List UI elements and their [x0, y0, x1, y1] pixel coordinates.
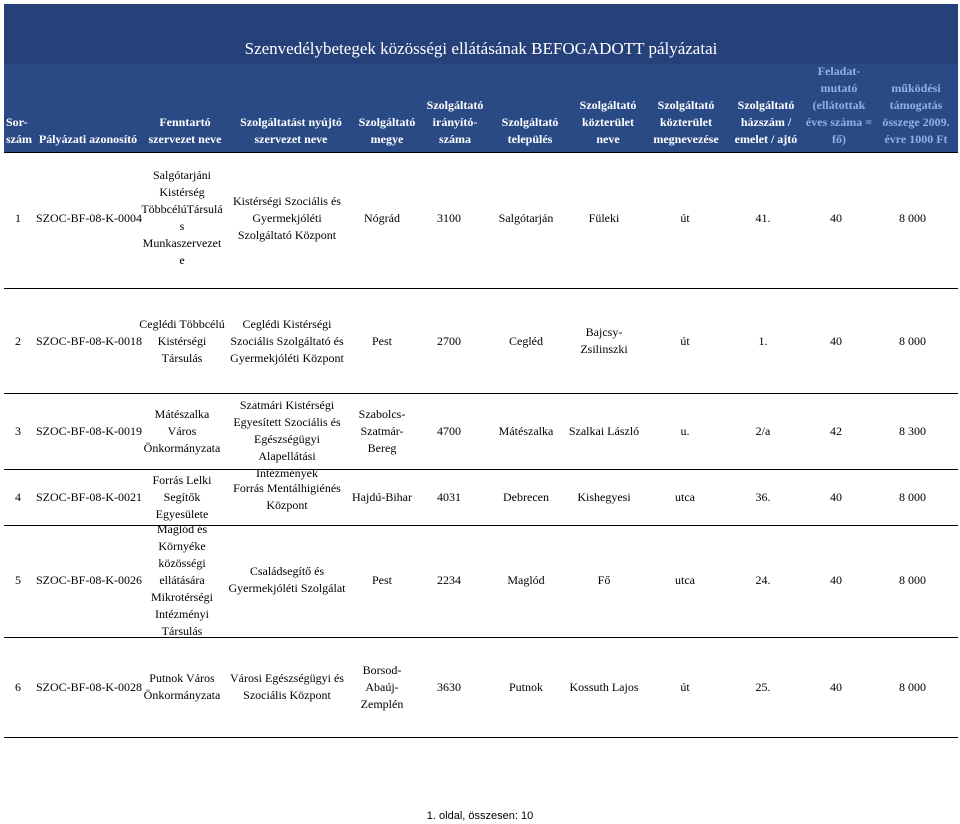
- cell-line: Környéke: [158, 539, 206, 553]
- cell-osszeg: [868, 423, 926, 440]
- col-sorszam-line: szám: [6, 132, 32, 146]
- cell-feladat: [800, 572, 872, 589]
- cell-line: 40: [830, 490, 842, 504]
- row-divider: [4, 393, 958, 394]
- cell-line: Pest: [371, 573, 392, 587]
- cell-line: s: [179, 219, 185, 233]
- row-divider: [4, 737, 958, 738]
- cell-line: 3100: [437, 211, 461, 225]
- cell-hazszam: [724, 333, 802, 350]
- cell-line: Pest: [371, 334, 392, 348]
- cell-line: Ceglédi Többcélú: [139, 317, 225, 331]
- cell-feladat: [800, 489, 872, 506]
- cell-line: Forrás Mentálhigiénés: [233, 481, 341, 495]
- col-feladatmutato-line: mutató: [820, 81, 858, 95]
- page-title: Szenvedélybetegek közösségi ellátásának BEFOGADOTT pályázatai: [244, 39, 718, 58]
- cell-line: Mikrotérségi: [151, 590, 213, 604]
- cell-sorszam: [4, 572, 32, 589]
- col-azonosito: [36, 131, 140, 148]
- cell-line: Gyermekjóléti Szolgálat: [228, 581, 346, 595]
- cell-megnevezes: [640, 679, 730, 696]
- cell-azonosito: [36, 572, 142, 589]
- col-fenntarto-line: szervezet neve: [148, 132, 222, 146]
- cell-azonosito: [36, 333, 142, 350]
- col-hazszam: [728, 97, 804, 148]
- cell-megnevezes: [640, 210, 730, 227]
- cell-nyujto: [226, 193, 348, 244]
- cell-sorszam: [4, 210, 32, 227]
- cell-kozterulet: [568, 572, 640, 589]
- col-telepules-line: település: [507, 132, 553, 146]
- cell-irsz: [418, 423, 480, 440]
- cell-line: Mátészalka: [154, 407, 210, 421]
- cell-megye: [346, 333, 418, 350]
- cell-hazszam: [724, 679, 802, 696]
- col-kozterulet-megnevezese-line: megnevezése: [653, 132, 719, 146]
- cell-line: Szatmár-: [360, 424, 404, 438]
- cell-line: Gyermekjóléti: [252, 211, 322, 225]
- cell-megye: [346, 572, 418, 589]
- cell-hazszam: [724, 210, 802, 227]
- col-tamogatas-line: évre 1000 Ft: [884, 132, 948, 146]
- cell-irsz: [418, 210, 480, 227]
- cell-line: u.: [680, 424, 690, 438]
- col-feladatmutato: [804, 63, 874, 148]
- cell-line: SZOC-BF-08-K-0018: [36, 334, 143, 348]
- cell-line: SZOC-BF-08-K-0019: [36, 424, 143, 438]
- cell-sorszam: [4, 333, 32, 350]
- cell-line: 5: [15, 573, 21, 587]
- cell-azonosito: [36, 489, 142, 506]
- col-sorszam-line: Sor-: [6, 115, 28, 129]
- cell-line: SZOC-BF-08-K-0004: [36, 211, 143, 225]
- cell-telepules: [480, 423, 572, 440]
- cell-line: SZOC-BF-08-K-0021: [36, 490, 143, 504]
- cell-line: Fő: [597, 573, 611, 587]
- cell-line: Maglód és: [156, 522, 208, 536]
- col-iranyitoszam: [422, 97, 488, 148]
- cell-kozterulet: [568, 324, 640, 358]
- cell-line: út: [680, 211, 690, 225]
- col-fenntarto: [140, 114, 230, 148]
- cell-line: 3: [15, 424, 21, 438]
- row-divider: [4, 288, 958, 289]
- cell-osszeg: [868, 572, 926, 589]
- cell-line: Szatmári Kistérségi: [239, 398, 335, 412]
- cell-line: Intézményi: [155, 607, 209, 621]
- col-hazszam-line: házszám /: [740, 115, 792, 129]
- table-header: [4, 64, 958, 152]
- cell-azonosito: [36, 423, 142, 440]
- cell-line: Családsegítő és: [249, 564, 325, 578]
- cell-kozterulet: [568, 489, 640, 506]
- col-feladatmutato-line: fő): [832, 132, 846, 146]
- cell-line: TöbbcélúTársulá: [141, 202, 223, 216]
- col-feladatmutato-line: éves száma =: [805, 115, 873, 129]
- col-feladatmutato-line: (ellátottak: [812, 98, 866, 112]
- col-megye-line: Szolgáltató: [358, 115, 416, 129]
- cell-megye: [346, 662, 418, 713]
- cell-line: 8 000: [899, 490, 926, 504]
- cell-line: 2: [15, 334, 21, 348]
- cell-kozterulet: [568, 423, 640, 440]
- cell-line: közösségi: [158, 556, 206, 570]
- col-hazszam-line: emelet / ajtó: [734, 132, 798, 146]
- cell-line: SZOC-BF-08-K-0028: [36, 680, 143, 694]
- cell-line: 1.: [758, 334, 768, 348]
- cell-line: 8 000: [899, 680, 926, 694]
- cell-line: e: [179, 253, 185, 267]
- cell-line: Gyermekjóléti Központ: [230, 351, 344, 365]
- cell-hazszam: [724, 423, 802, 440]
- cell-line: Mátészalka: [498, 424, 554, 438]
- col-hazszam-line: Szolgáltató: [737, 98, 795, 112]
- col-fenntarto-line: Fenntartó: [159, 115, 211, 129]
- cell-irsz: [418, 333, 480, 350]
- cell-nyujto: [226, 670, 348, 704]
- col-azonosito-line: Pályázati azonosító: [38, 132, 138, 146]
- cell-line: Maglód: [507, 573, 545, 587]
- cell-line: Kistérség: [159, 185, 205, 199]
- cell-line: 42: [830, 424, 842, 438]
- cell-line: Egyesített Szociális és: [233, 415, 341, 429]
- cell-line: Szabolcs-: [358, 407, 406, 421]
- col-nyujto-line: Szolgáltatást nyújtó: [240, 115, 342, 129]
- col-nyujto: [230, 114, 352, 148]
- cell-line: Szociális Szolgáltató és: [230, 334, 344, 348]
- cell-line: Városi Egészségügyi és: [230, 671, 344, 685]
- cell-line: Abaúj-: [365, 680, 399, 694]
- row-divider: [4, 152, 958, 153]
- cell-feladat: [800, 423, 872, 440]
- cell-line: 6: [15, 680, 21, 694]
- col-tamogatas-line: működési: [891, 81, 941, 95]
- cell-line: Nógrád: [364, 211, 400, 225]
- cell-nyujto: [226, 563, 348, 597]
- cell-line: 41.: [755, 211, 771, 225]
- cell-line: Hajdú-Bihar: [352, 490, 412, 504]
- cell-telepules: [480, 489, 572, 506]
- cell-line: Szociális Központ: [243, 688, 331, 702]
- cell-feladat: [800, 333, 872, 350]
- cell-fenntarto: [136, 670, 228, 704]
- cell-line: Alapellátási Intézmények: [256, 449, 318, 480]
- col-feladatmutato-line: Feladat-: [817, 64, 861, 78]
- cell-osszeg: [868, 679, 926, 696]
- cell-line: Önkormányzata: [143, 688, 221, 702]
- cell-line: 40: [830, 680, 842, 694]
- col-kozterulet-megnevezese-line: Szolgáltató: [657, 98, 715, 112]
- cell-megnevezes: [640, 423, 730, 440]
- col-kozterulet-megnevezese: [644, 97, 728, 148]
- cell-line: 4700: [437, 424, 461, 438]
- cell-fenntarto: [136, 521, 228, 640]
- cell-sorszam: [4, 679, 32, 696]
- cell-line: Salgótarjáni: [153, 168, 211, 182]
- cell-megnevezes: [640, 489, 730, 506]
- cell-kozterulet: [568, 679, 640, 696]
- cell-line: 2234: [437, 573, 461, 587]
- cell-line: Putnok: [508, 680, 543, 694]
- cell-line: Borsod-: [362, 663, 402, 677]
- cell-telepules: [480, 679, 572, 696]
- cell-line: út: [680, 680, 690, 694]
- cell-line: Cegléd: [509, 334, 543, 348]
- cell-osszeg: [868, 333, 926, 350]
- cell-line: 40: [830, 211, 842, 225]
- cell-fenntarto: [136, 472, 228, 523]
- cell-line: 4031: [437, 490, 461, 504]
- page-footer: 1. oldal, összesen: 10: [426, 810, 534, 822]
- cell-megnevezes: [640, 572, 730, 589]
- cell-line: 2700: [437, 334, 461, 348]
- col-iranyitoszam-line: száma: [439, 132, 471, 146]
- cell-azonosito: [36, 210, 142, 227]
- cell-line: Kossuth Lajos: [569, 680, 639, 694]
- col-telepules-line: Szolgáltató: [501, 115, 559, 129]
- col-megye-line: megye: [370, 132, 404, 146]
- cell-line: Szolgáltató Központ: [237, 228, 337, 242]
- col-iranyitoszam-line: Szolgáltató: [426, 98, 484, 112]
- col-sorszam: [6, 114, 36, 148]
- cell-line: 8 000: [899, 334, 926, 348]
- cell-osszeg: [868, 210, 926, 227]
- cell-osszeg: [868, 489, 926, 506]
- cell-line: ellátására: [159, 573, 205, 587]
- cell-line: 8 000: [899, 211, 926, 225]
- cell-megye: [346, 489, 418, 506]
- col-kozterulet-neve-line: neve: [596, 132, 620, 146]
- cell-line: 40: [830, 334, 842, 348]
- cell-telepules: [480, 572, 572, 589]
- cell-line: Város: [167, 424, 197, 438]
- cell-line: 1: [15, 211, 21, 225]
- cell-line: Központ: [266, 498, 308, 512]
- cell-line: 2/a: [755, 424, 771, 438]
- cell-line: Bajcsy-: [585, 325, 623, 339]
- cell-megye: [346, 210, 418, 227]
- cell-telepules: [480, 210, 572, 227]
- col-kozterulet-neve-line: Szolgáltató: [579, 98, 637, 112]
- cell-line: Társulás: [161, 624, 203, 638]
- cell-line: SZOC-BF-08-K-0026: [36, 573, 143, 587]
- cell-line: utca: [675, 490, 695, 504]
- cell-line: 8 000: [899, 573, 926, 587]
- cell-kozterulet: [568, 210, 640, 227]
- col-iranyitoszam-line: irányító-: [432, 115, 478, 129]
- cell-line: Egyesülete: [155, 507, 209, 521]
- col-megye: [352, 114, 422, 148]
- cell-line: út: [680, 334, 690, 348]
- cell-line: Kistérségi: [157, 334, 207, 348]
- cell-hazszam: [724, 572, 802, 589]
- cell-line: Debrecen: [503, 490, 549, 504]
- cell-feladat: [800, 210, 872, 227]
- cell-line: Bereg: [367, 441, 397, 455]
- cell-fenntarto: [136, 406, 228, 457]
- cell-megye: [346, 406, 418, 457]
- cell-line: 36.: [755, 490, 771, 504]
- cell-line: Kishegyesi: [577, 490, 631, 504]
- cell-line: Társulás: [161, 351, 203, 365]
- col-tamogatas: [874, 80, 958, 148]
- cell-line: Egészségügyi: [254, 432, 320, 446]
- cell-sorszam: [4, 423, 32, 440]
- row-divider: [4, 469, 958, 470]
- col-nyujto-line: szervezet neve: [254, 132, 328, 146]
- cell-fenntarto: [136, 316, 228, 367]
- title-banner: [4, 4, 958, 64]
- cell-feladat: [800, 679, 872, 696]
- cell-line: Forrás Lelki: [152, 473, 212, 487]
- cell-line: Zemplén: [360, 697, 404, 711]
- cell-line: 8 300: [899, 424, 926, 438]
- cell-irsz: [418, 489, 480, 506]
- col-kozterulet-neve: [572, 97, 644, 148]
- cell-nyujto: [226, 480, 348, 514]
- cell-line: Zsilinszki: [580, 342, 628, 356]
- cell-hazszam: [724, 489, 802, 506]
- cell-line: 40: [830, 573, 842, 587]
- cell-line: Önkormányzata: [143, 441, 221, 455]
- cell-line: 4: [15, 490, 21, 504]
- cell-telepules: [480, 333, 572, 350]
- cell-line: Salgótarján: [498, 211, 554, 225]
- cell-line: 25.: [755, 680, 771, 694]
- cell-line: Munkaszervezet: [142, 236, 222, 250]
- col-telepules: [488, 114, 572, 148]
- col-kozterulet-megnevezese-line: közterület: [660, 115, 712, 129]
- cell-line: 24.: [755, 573, 771, 587]
- col-tamogatas-line: támogatás: [889, 98, 943, 112]
- cell-line: Füleki: [588, 211, 620, 225]
- cell-megnevezes: [640, 333, 730, 350]
- cell-line: Segítők: [163, 490, 201, 504]
- cell-line: Szalkai László: [568, 424, 640, 438]
- col-kozterulet-neve-line: közterület: [582, 115, 634, 129]
- cell-line: utca: [675, 573, 695, 587]
- cell-nyujto: [226, 397, 348, 482]
- cell-azonosito: [36, 679, 142, 696]
- cell-line: Putnok Város: [149, 671, 215, 685]
- cell-line: Ceglédi Kistérségi: [242, 317, 332, 331]
- cell-sorszam: [4, 489, 32, 506]
- cell-line: Kistérségi Szociális és: [233, 194, 341, 208]
- cell-nyujto: [226, 316, 348, 367]
- cell-irsz: [418, 679, 480, 696]
- cell-irsz: [418, 572, 480, 589]
- col-tamogatas-line: összege 2009.: [882, 115, 950, 129]
- cell-fenntarto: [136, 167, 228, 269]
- cell-line: 3630: [437, 680, 461, 694]
